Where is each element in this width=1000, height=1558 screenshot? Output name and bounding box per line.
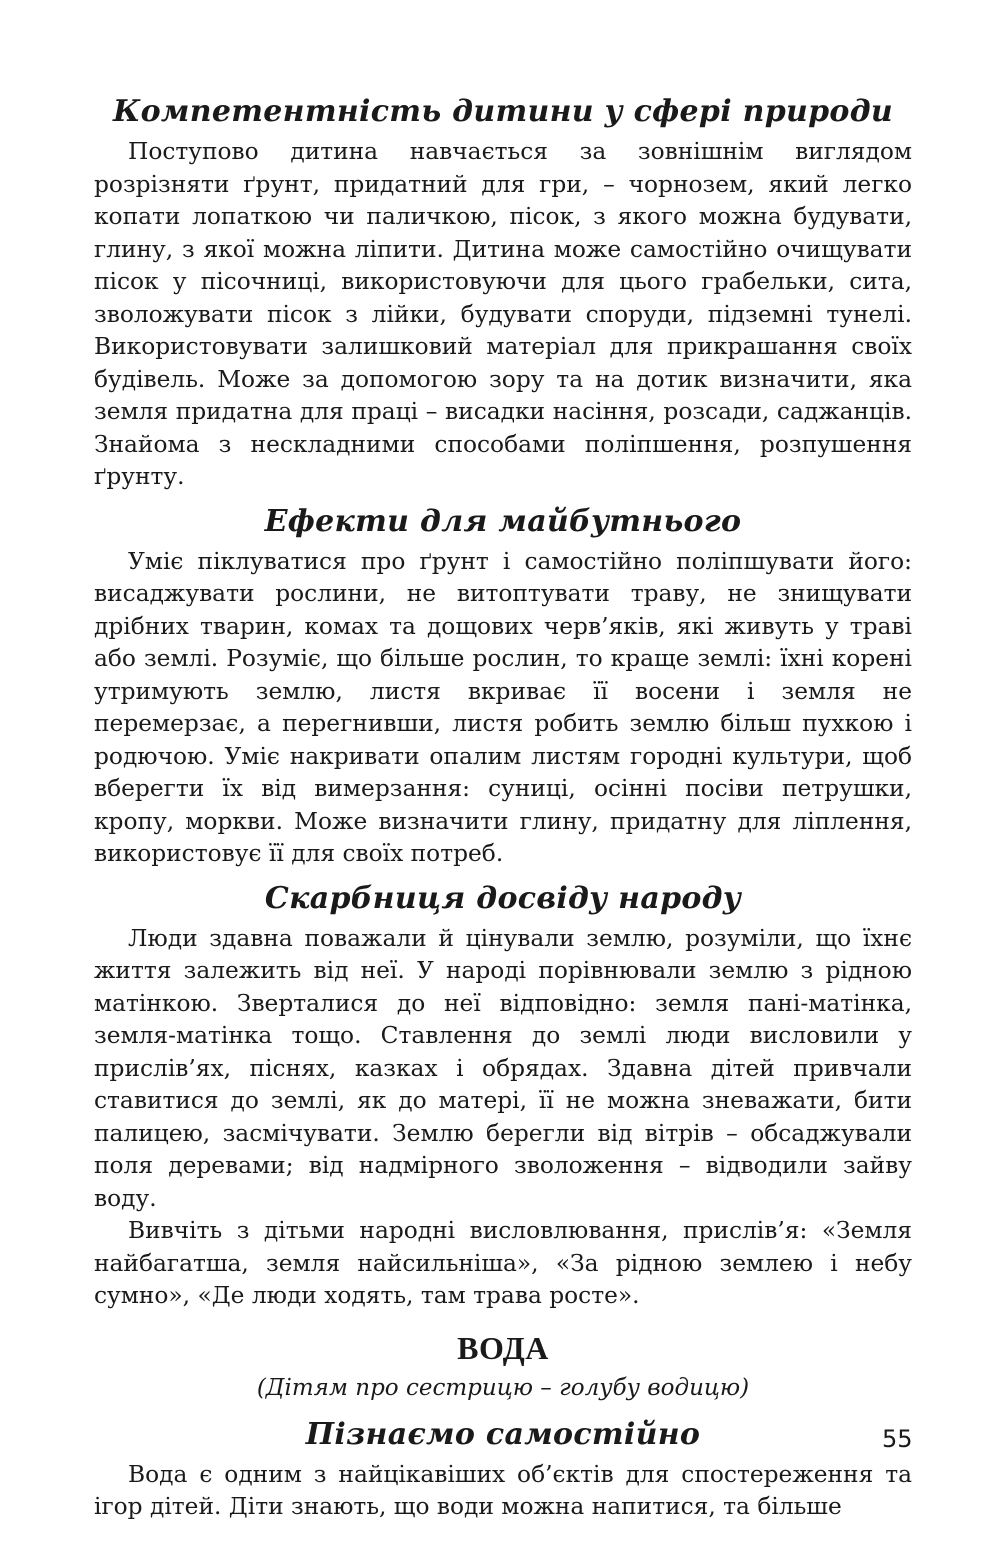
section-title-competence: Компетентність дитини у сфері природи [113,94,893,129]
paragraph-competence: Поступово дитина навчається за зовнішнім виглядом розрізняти ґрунт, придатний для гри, – чорнозем, який легко копати лопаткою чи паличкою, пісок, з якого можна будувати, глину, з якої можна ліпити. Дитина може самостійно очищувати пісок у пісочниці, використовуючи для цього грабельки, сита, зволожувати пісок з лійки, будувати споруди, підземні тунелі. Використовувати залишковий матеріал для прикрашання своїх будівель. Може за допомогою зору та на дотик визначити, яка земля придатна для праці – висадки насіння, розсади, саджанців. Знайома з нескладними способами поліпшення, розпушення ґрунту. [94,138,912,490]
section-title-effects: Ефекти для майбутнього [264,503,742,539]
paragraph-folk-wisdom-2: Вивчіть з дітьми народні висловлювання, прислів’я: «Земля найбагатша, земля найсильніша», «За рідною землею і небу сумно», «Де люди ходять, там трава росте». [94,1217,912,1309]
chapter-title: ВОДА [457,1329,549,1366]
page-number: 55 [882,1425,913,1453]
page-content [94,92,912,1524]
paragraph-effects: Уміє піклуватися про ґрунт і самостійно поліпшувати його: висаджувати рослини, не витоптувати траву, не знищувати дрібних тварин, комах та дощових черв’яків, які живуть у траві або землі. Розуміє, що більше рослин, то краще землі: їхні корені утримують землю, листя вкриває її восени і земля не перемерзає, а перегнивши, листя робить землю більш пухкою і родючою. Уміє накривати опалим листям городні культури, щоб вберегти їх від вимерзання: суниці, осінні посіви петрушки, кропу, моркви. Може визначити глину, придатну для ліплення, використовує її для своїх потреб. [94,547,912,867]
paragraph-folk-wisdom-1: Люди здавна поважали й цінували землю, розуміли, що їхнє життя залежить від неї. У народі порівнювали землю з рідною матінкою. Зверталися до неї відповідно: земля пані-матінка, земля-матінка тощо. Ставлення до землі люди висловили у прислів’ях, піснях, казках і обрядах. Здавна дітей привчали ставитися до землі, як до матері, її не можна зневажати, бити палицею, засмічувати. Землю берегли від вітрів – обсаджували поля деревами; від надмірного зволоження – відводили зайву воду. [94,924,912,1212]
section-title-learn-independently: Пізнаємо самостійно [305,1416,701,1452]
paragraph-learn-independently: Вода є одним з найцікавіших об’єктів для спостереження та ігор дітей. Діти знають, що води можна напитися, та більше [94,1460,912,1520]
chapter-subtitle: (Дітям про сестрицю – голубу водицю) [256,1374,750,1401]
section-title-folk-wisdom: Скарбниця досвіду народу [264,880,742,916]
